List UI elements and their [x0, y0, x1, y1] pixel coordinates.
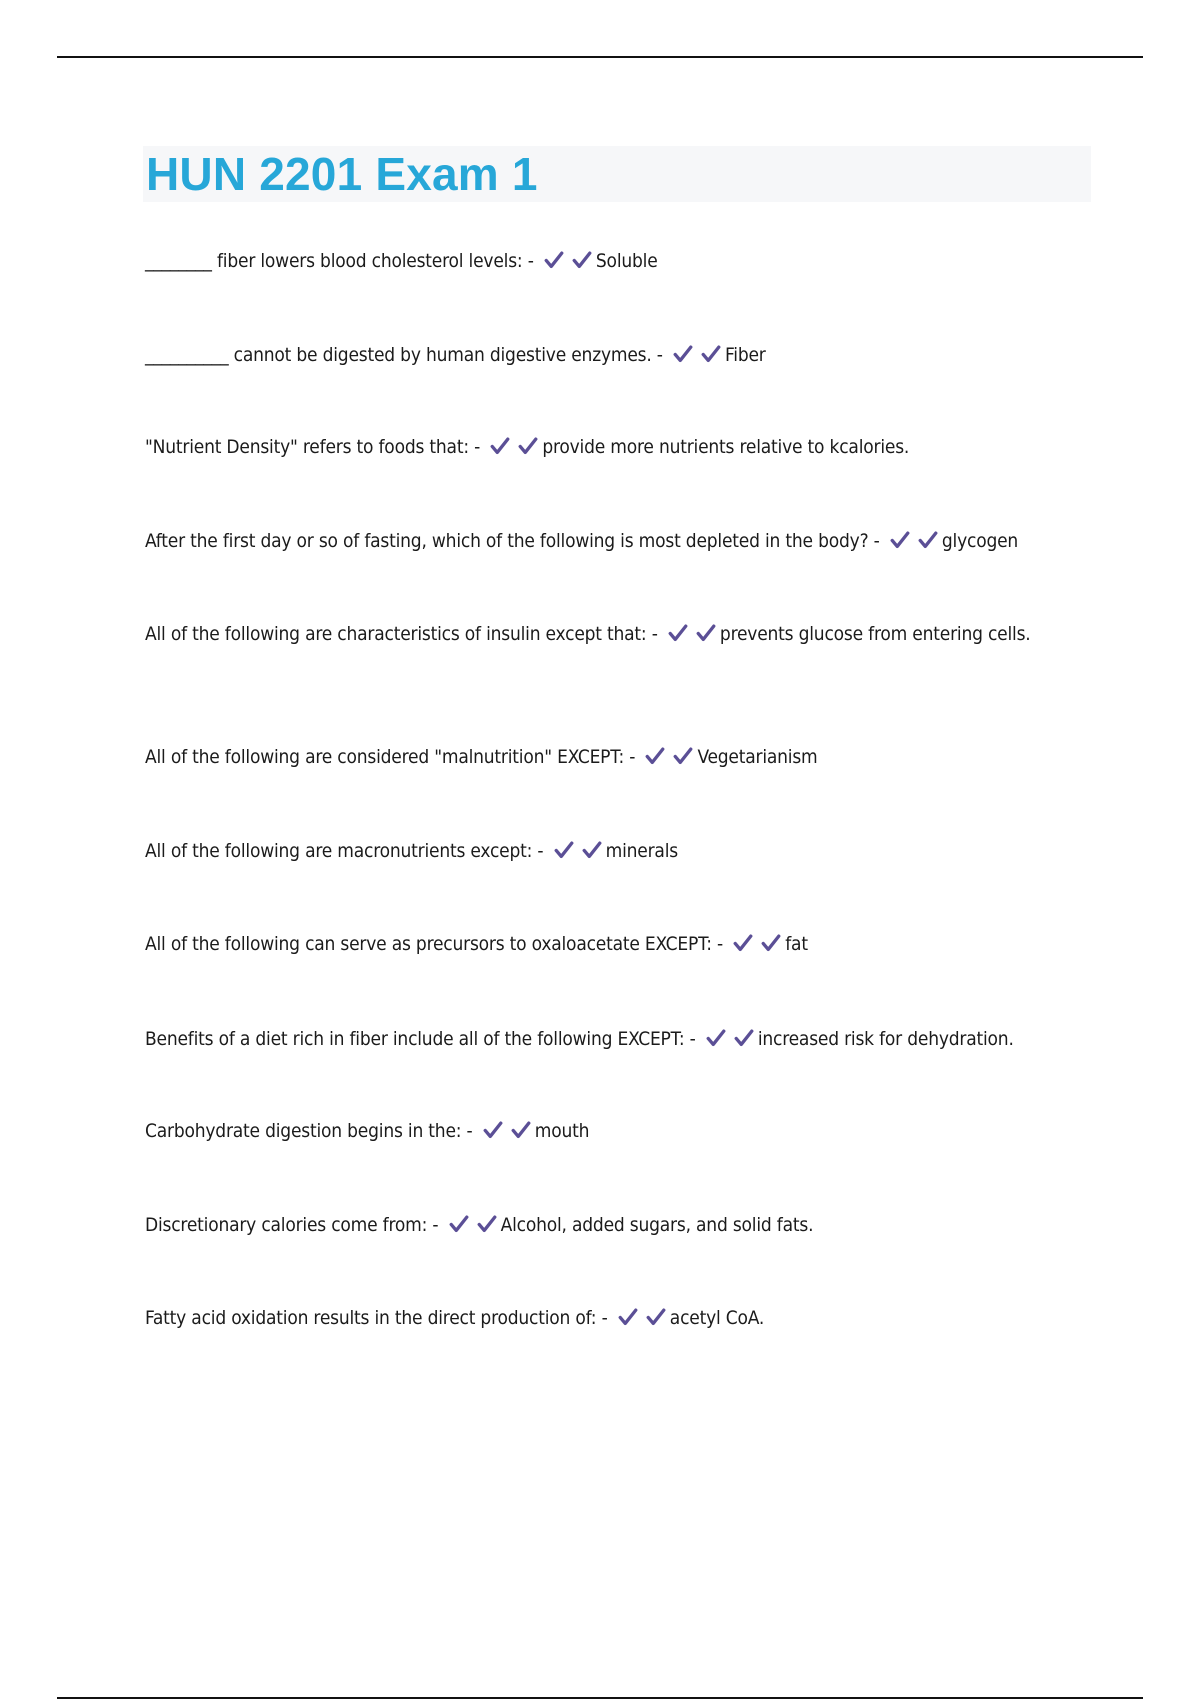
question-text: Fatty acid oxidation results in the direct production of: -	[145, 1307, 608, 1329]
qa-item	[145, 1210, 1085, 1244]
check-icon	[672, 745, 694, 767]
double-check-icon	[482, 1119, 532, 1150]
qa-item	[145, 836, 1085, 870]
double-check-icon	[448, 1213, 498, 1244]
double-check-icon	[889, 529, 939, 560]
double-check-icon	[617, 1306, 667, 1337]
check-icon	[700, 343, 722, 365]
double-check-icon	[543, 249, 593, 280]
check-icon	[889, 529, 911, 551]
answer-text: Vegetarianism	[697, 746, 818, 768]
answer-text: increased risk for dehydration.	[757, 1028, 1014, 1050]
check-icon	[553, 839, 575, 861]
qa-item	[145, 742, 1085, 776]
question-text: All of the following are characteristics of insulin except that: -	[145, 623, 658, 645]
answer-text: provide more nutrients relative to kcalories.	[542, 436, 910, 458]
double-check-icon	[489, 435, 539, 466]
check-icon	[510, 1119, 532, 1141]
answer-text: Fiber	[725, 344, 766, 366]
question-text: __________ cannot be digested by human digestive enzymes. -	[145, 344, 663, 366]
double-check-icon	[553, 839, 603, 870]
answer-text: prevents glucose from entering cells.	[719, 623, 1031, 645]
double-check-icon	[732, 932, 782, 963]
top-rule	[57, 56, 1143, 58]
check-icon	[733, 1027, 755, 1049]
answer-text: Soluble	[595, 250, 658, 272]
check-icon	[917, 529, 939, 551]
check-icon	[571, 249, 593, 271]
question-text: After the first day or so of fasting, which of the following is most depleted in the body? -	[145, 530, 880, 552]
qa-item	[145, 432, 1085, 466]
question-text: "Nutrient Density" refers to foods that: -	[145, 436, 481, 458]
question-text: ________ fiber lowers blood cholesterol levels: -	[145, 250, 534, 272]
double-check-icon	[705, 1027, 755, 1058]
answer-text: acetyl CoA.	[669, 1307, 765, 1329]
answer-text: glycogen	[941, 530, 1019, 552]
check-icon	[489, 435, 511, 457]
question-text: Discretionary calories come from: -	[145, 1214, 439, 1236]
qa-item	[145, 1116, 1085, 1150]
question-text: All of the following are macronutrients except: -	[145, 840, 544, 862]
check-icon	[581, 839, 603, 861]
check-icon	[667, 622, 689, 644]
check-icon	[543, 249, 565, 271]
check-icon	[705, 1027, 727, 1049]
qa-item	[145, 1024, 1085, 1058]
check-icon	[695, 622, 717, 644]
check-icon	[645, 1306, 667, 1328]
qa-item	[145, 1303, 1085, 1337]
check-icon	[760, 932, 782, 954]
double-check-icon	[672, 343, 722, 374]
answer-text: fat	[785, 933, 808, 955]
double-check-icon	[667, 622, 717, 653]
check-icon	[476, 1213, 498, 1235]
answer-text: mouth	[534, 1120, 590, 1142]
check-icon	[517, 435, 539, 457]
question-text: Carbohydrate digestion begins in the: -	[145, 1120, 473, 1142]
qa-item	[145, 526, 1085, 560]
qa-item	[145, 619, 1085, 653]
check-icon	[672, 343, 694, 365]
page-title: HUN 2201 Exam 1	[146, 148, 538, 200]
qa-item	[145, 340, 1085, 374]
question-text: Benefits of a diet rich in fiber include all of the following EXCEPT: -	[145, 1028, 696, 1050]
qa-item	[145, 246, 1085, 280]
double-check-icon	[644, 745, 694, 776]
answer-text: minerals	[605, 840, 678, 862]
check-icon	[732, 932, 754, 954]
answer-text: Alcohol, added sugars, and solid fats.	[500, 1214, 814, 1236]
question-text: All of the following can serve as precursors to oxaloacetate EXCEPT: -	[145, 933, 724, 955]
question-text: All of the following are considered "malnutrition" EXCEPT: -	[145, 746, 636, 768]
check-icon	[617, 1306, 639, 1328]
check-icon	[448, 1213, 470, 1235]
check-icon	[482, 1119, 504, 1141]
bottom-rule	[57, 1697, 1143, 1699]
qa-item	[145, 929, 1085, 963]
check-icon	[644, 745, 666, 767]
